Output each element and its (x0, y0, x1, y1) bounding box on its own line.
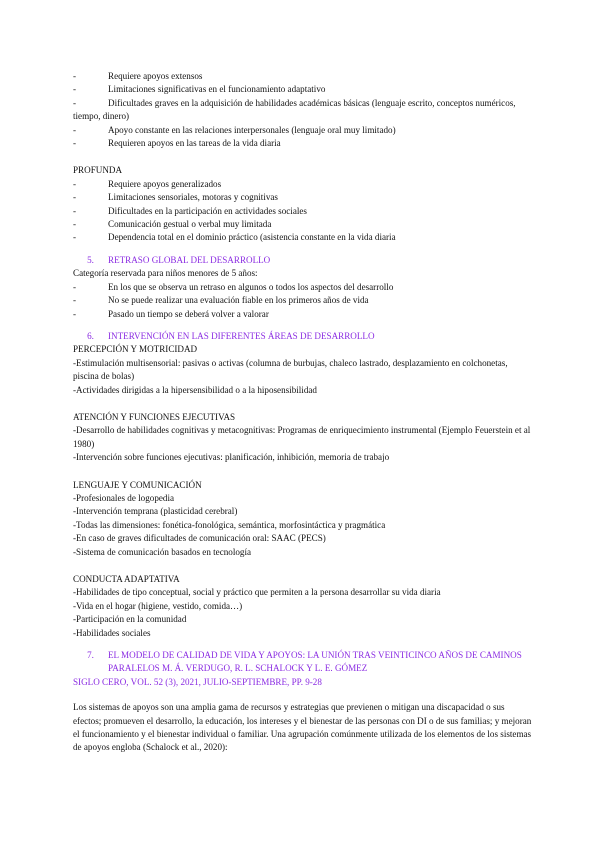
list-item: - Apoyo constante en las relaciones interpersonales (lenguaje oral muy limitado) (73, 124, 396, 135)
list-item: - Requiere apoyos extensos (73, 71, 203, 81)
section-6-heading (73, 330, 533, 343)
percepcion-heading: PERCEPCIÓN Y MOTRICIDAD (73, 344, 198, 355)
section-number: 5. (87, 254, 94, 265)
list-item: - Dificultades en la participación en actividades sociales (73, 205, 307, 216)
conducta-heading: CONDUCTA ADAPTATIVA (73, 574, 180, 584)
list-item: - Limitaciones sensoriales, motoras y cognitivas (73, 192, 278, 203)
section-title: EL MODELO DE CALIDAD DE VIDA Y APOYOS: LA UNIÓN TRAS VEINTICINCO AÑOS DE CAMINOS PARALELOS M. Á. VERDUGO, R. L. SCHALOCK Y L. E. GÓMEZ (108, 650, 522, 674)
text-line: -Intervención sobre funciones ejecutivas: planificación, inhibición, memoria de trabajo (73, 452, 390, 463)
section-7-heading (73, 649, 533, 676)
list-item: - Pasado un tiempo se deberá volver a valorar (73, 308, 269, 319)
list-item: - Limitaciones significativas en el funcionamiento adaptativo (73, 84, 326, 95)
lenguaje-heading: LENGUAJE Y COMUNICACIÓN (73, 479, 202, 490)
citation: SIGLO CERO, VOL. 52 (3), 2021, JULIO-SEPTIEMBRE, PP. 9-28 (73, 676, 322, 687)
body-paragraph: Los sistemas de apoyos son una amplia gama de recursos y estrategias que previenen o mitigan una discapacidad o sus efectos; promueven el desarrollo, la educación, los intereses y el bienestar de las personas con DI o de sus familias; y mejoran el funcionamiento y el bienestar individual o familiar. Una agrupación comúnmente utilizada de los elementos de los sistemas de apoyos engloba (Schalock et al., 2020): (73, 702, 532, 753)
list-item: - No se puede realizar una evaluación fiable en los primeros años de vida (73, 295, 369, 306)
text-line: -Profesionales de logopedia (73, 492, 175, 503)
list-item: - Dependencia total en el dominio práctico (asistencia constante en la vida diaria (73, 232, 396, 243)
list-item: - Comunicación gestual o verbal muy limitada (73, 219, 272, 230)
document-page (73, 70, 533, 755)
text-line: -Habilidades sociales (73, 627, 151, 638)
text-line: -En caso de graves dificultades de comunicación oral: SAAC (PECS) (73, 533, 326, 544)
text-line: -Desarrollo de habilidades cognitivas y metacognitivas: Programas de enriquecimiento instrumental (Ejemplo Feuerstein et al 1980) (73, 425, 531, 449)
text-line: -Participación en la comunidad (73, 614, 187, 625)
text-line: -Habilidades de tipo conceptual, social y práctico que permiten a la persona desarrollar su vida diaria (73, 587, 441, 598)
section-number: 7. (87, 650, 94, 661)
atencion-heading: ATENCIÓN Y FUNCIONES EJECUTIVAS (73, 411, 236, 422)
list-item: - Dificultades graves en la adquisición de habilidades académicas básicas (lenguaje escrito, conceptos numéricos, tiempo, dinero) (73, 97, 516, 122)
text-line: -Vida en el hogar (higiene, vestido, comida…) (73, 600, 243, 611)
text-line: -Todas las dimensiones: fonética-fonológica, semántica, morfosintáctica y pragmática (73, 519, 386, 530)
section-5-intro: Categoría reservada para niños menores de 5 años: (73, 268, 258, 279)
list-item: - En los que se observa un retraso en algunos o todos los aspectos del desarrollo (73, 281, 394, 292)
text-line: -Intervención temprana (plasticidad cerebral) (73, 506, 238, 517)
list-item: - Requieren apoyos en las tareas de la vida diaria (73, 138, 281, 149)
text-line: -Sistema de comunicación basados en tecnología (73, 546, 252, 557)
text-line: -Actividades dirigidas a la hipersensibilidad o a la hiposensibilidad (73, 384, 317, 395)
section-number: 6. (87, 330, 94, 341)
section-title: INTERVENCIÓN EN LAS DIFERENTES ÁREAS DE DESARROLLO (108, 330, 375, 341)
text-line: -Estimulación multisensorial: pasivas o activas (columna de burbujas, chaleco lastrado, desplazamiento en colchonetas, piscina de bolas) (73, 357, 508, 382)
section-title: RETRASO GLOBAL DEL DESARROLLO (108, 254, 271, 265)
profunda-heading: PROFUNDA (73, 165, 123, 176)
list-item: - Requiere apoyos generalizados (73, 178, 222, 189)
section-5-heading (73, 254, 533, 267)
